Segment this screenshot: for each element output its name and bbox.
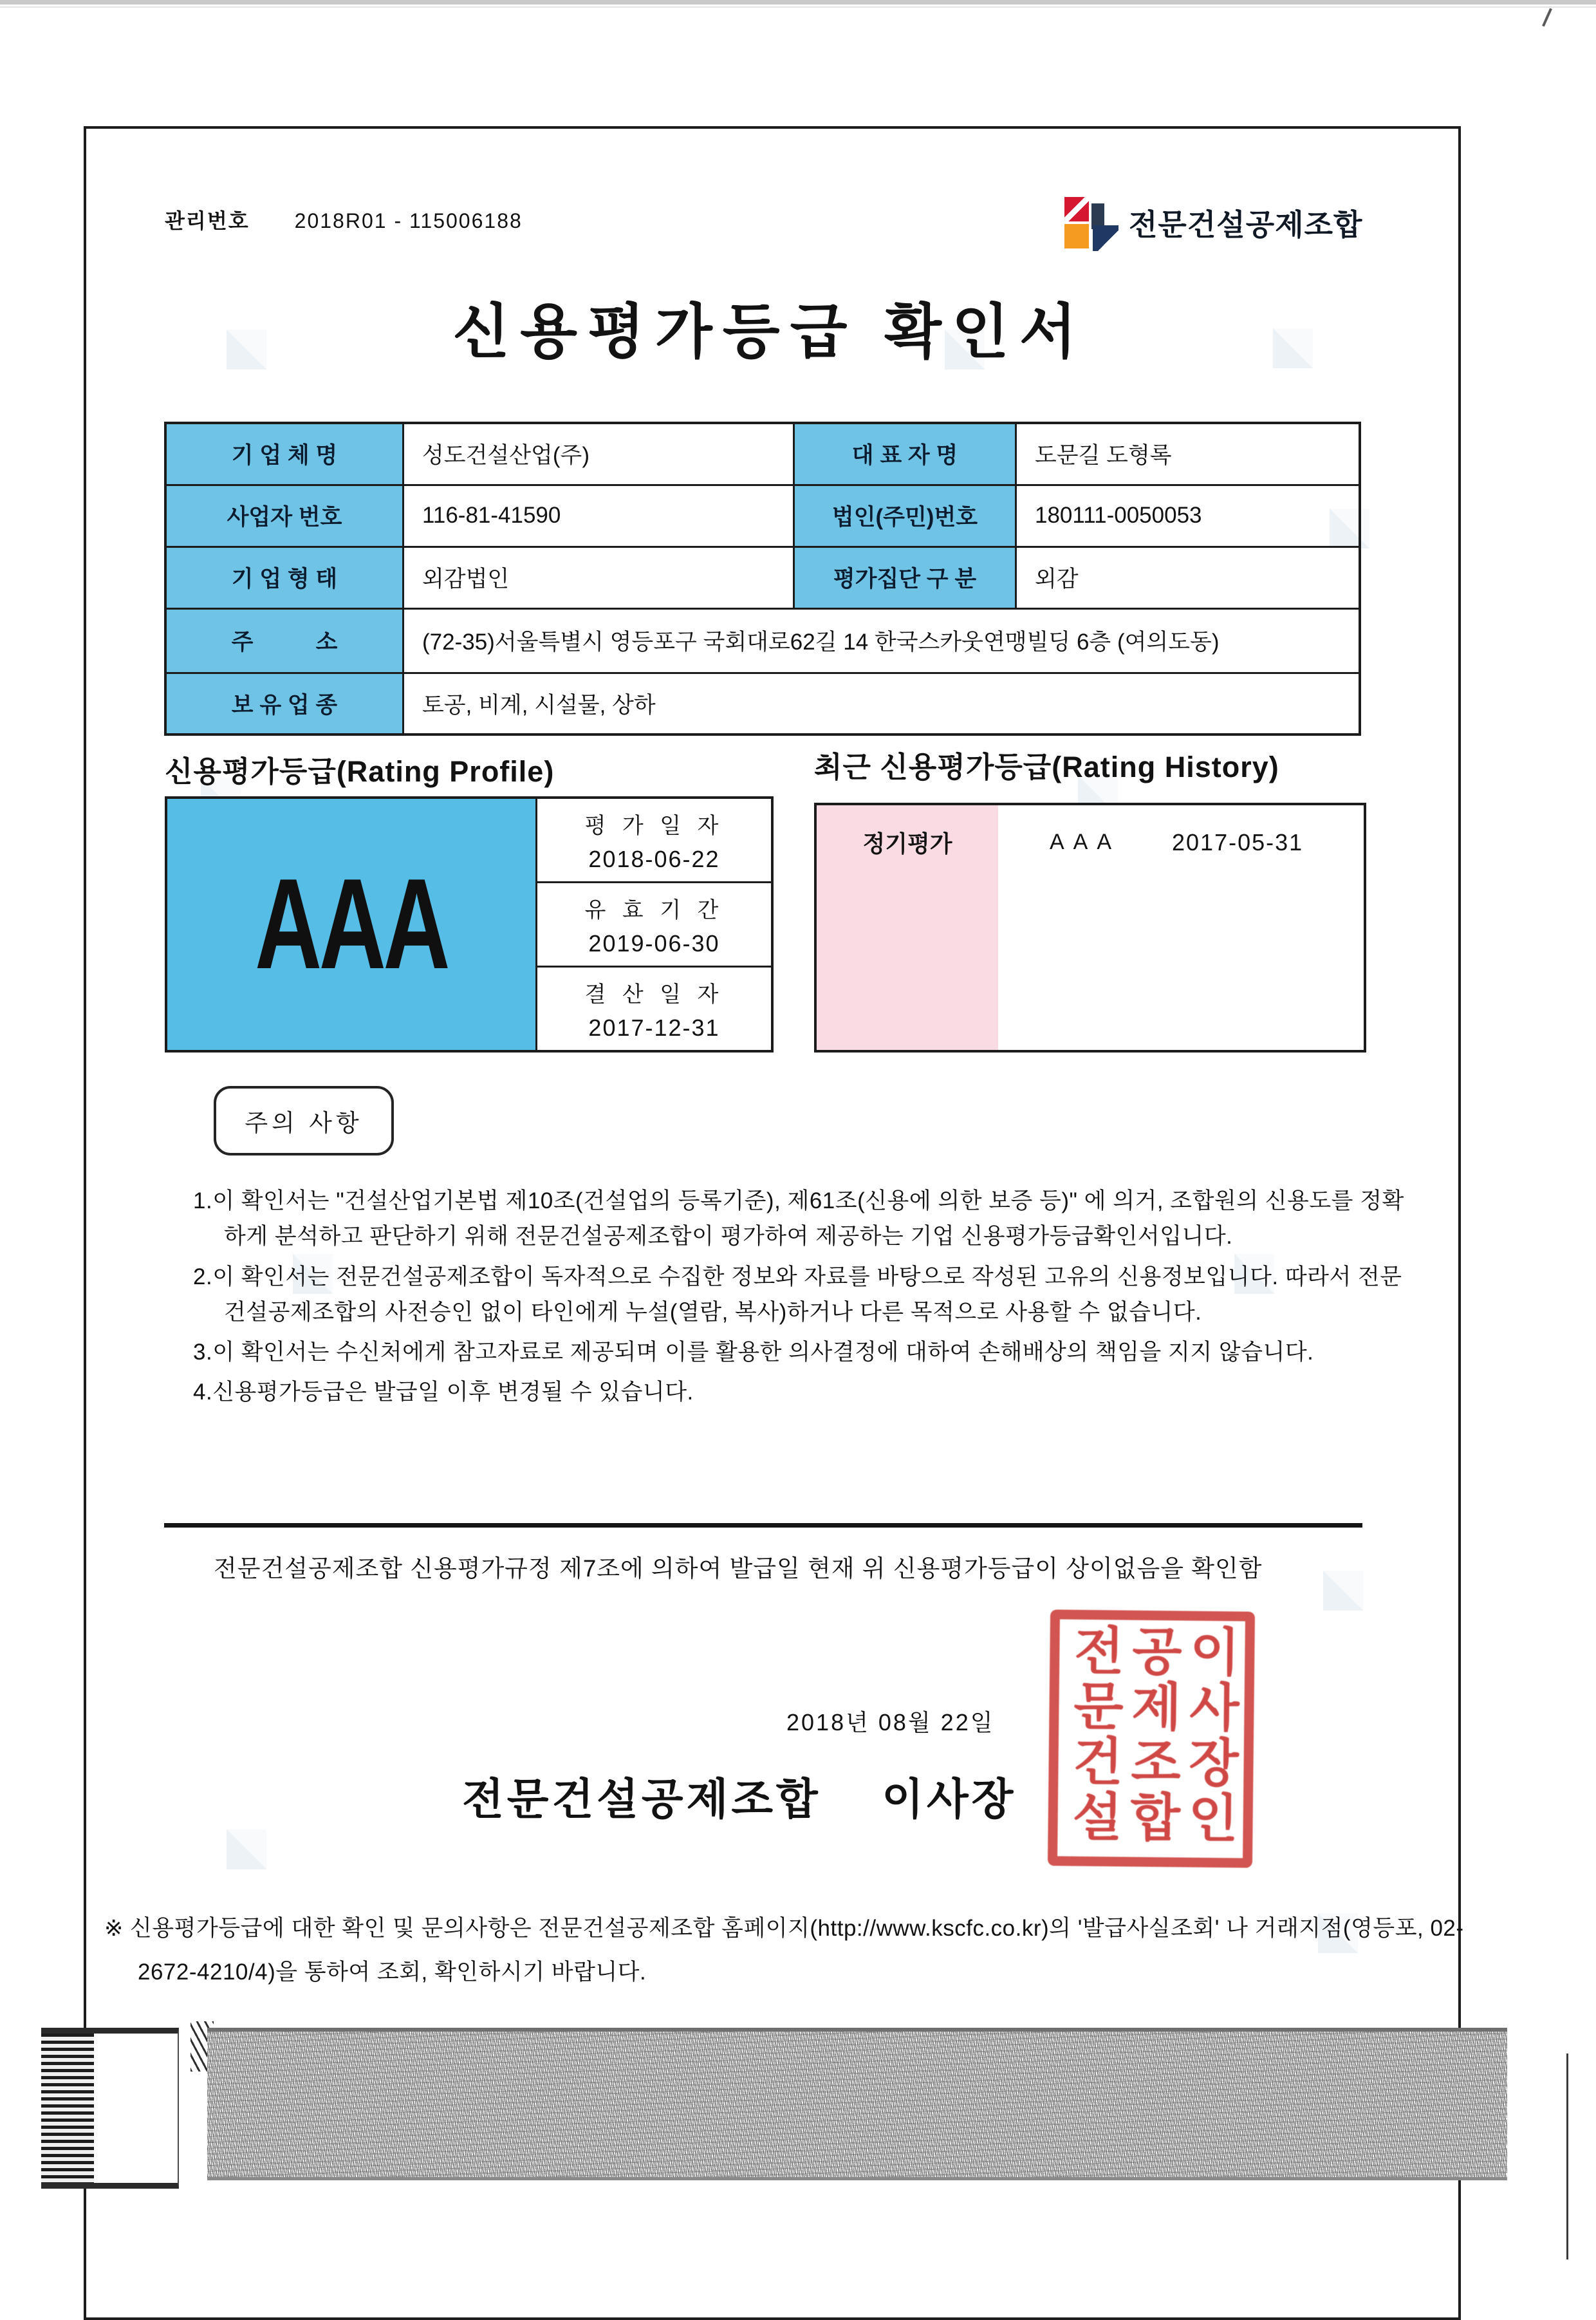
rating-dates-column — [537, 799, 771, 1050]
validity-period-cell — [537, 881, 771, 966]
representative-label: 대 표 자 명 — [794, 423, 1016, 485]
seal-text-column: 전문건설 — [1064, 1623, 1124, 1846]
history-entry-type: 정기평가 — [862, 830, 952, 857]
management-number-label: 관리번호 — [165, 209, 250, 232]
footnote-inquiry-text: ※ 신용평가등급에 대한 확인 및 문의사항은 전문건설공제조합 홈페이지(http://www.kscfc.co.kr)의 '발급사실조회' 나 거래지점(영등포, 02-2672-4210/4)을 통하여 조회, 확인하시기 바랍니다. — [104, 1916, 1464, 1985]
rating-history-heading: 최근 신용평가등급(Rating History) — [814, 751, 1279, 783]
history-entry-grade: AAA — [1049, 830, 1121, 854]
seal-text-column: 이사장인 — [1180, 1624, 1239, 1847]
scan-edge-artifact — [0, 6, 1596, 8]
company-name-value: 성도건설산업(주) — [404, 423, 794, 485]
barcode-strip — [41, 2034, 94, 2183]
settlement-date-cell — [537, 966, 771, 1050]
address-value: (72-35)서울특별시 영등포구 국회대로62길 14 한국스카웃연맹빌딩 6층 (여의도동) — [404, 608, 1360, 673]
section-divider-line — [164, 1523, 1362, 1528]
table-row — [165, 423, 1360, 485]
history-entry-row — [817, 826, 1364, 859]
pen-mark — [1542, 8, 1552, 26]
issue-date: 2018년 08월 22일 — [786, 1709, 995, 1735]
validity-period-label: 유 효 기 간 — [584, 897, 724, 922]
rating-date-label: 평 가 일 자 — [584, 813, 724, 838]
corporate-number-value: 180111-0050053 — [1016, 485, 1360, 547]
credit-grade: AAA — [255, 852, 448, 996]
seal-text-column: 공제조합 — [1122, 1623, 1182, 1846]
kscfc-logo-icon — [1063, 194, 1120, 251]
rating-profile-heading: 신용평가등급(Rating Profile) — [165, 755, 555, 788]
organization-logo — [1063, 193, 1363, 252]
rating-date-value: 2018-06-22 — [588, 845, 720, 872]
company-name-label: 기 업 체 명 — [165, 423, 404, 485]
rating-profile-box — [165, 796, 774, 1052]
barcode-quiet-zone — [94, 2034, 178, 2183]
settlement-date-value: 2017-12-31 — [588, 1014, 720, 1041]
cautions-list — [193, 1183, 1411, 1415]
company-type-value: 외감법인 — [404, 547, 794, 608]
rating-date-cell — [537, 799, 771, 881]
licensed-trades-value: 토공, 비계, 시설물, 상하 — [404, 673, 1360, 734]
caution-item-2: 2.이 확인서는 전문건설공제조합이 독자적으로 수집한 정보와 자료를 바탕으로 작성된 고유의 신용정보입니다. 따라서 전문건설공제조합의 사전승인 없이 타인에게 누설(열람, 복사)하거나 다른 목적으로 사용할 수 없습니다. — [193, 1264, 1402, 1325]
scan-edge-artifact — [1566, 2053, 1568, 2259]
security-pattern-strip — [207, 2028, 1507, 2180]
credit-grade-cell — [167, 799, 537, 1050]
representative-value: 도문길 도형록 — [1016, 423, 1360, 485]
scan-edge-artifact — [0, 0, 1596, 5]
issuer-signature-line: 전문건설공제조합 이사장 — [462, 1775, 1017, 1824]
organization-logo-text: 전문건설공제조합 — [1129, 208, 1363, 241]
company-type-label: 기 업 형 태 — [165, 547, 404, 608]
rating-history-box — [814, 803, 1366, 1052]
company-info-table — [164, 422, 1361, 736]
management-number-value: 2018R01 - 115006188 — [294, 209, 523, 232]
business-number-value: 116-81-41590 — [404, 485, 794, 547]
validity-period-value: 2019-06-30 — [588, 930, 720, 957]
history-entry-date: 2017-05-31 — [1172, 828, 1304, 856]
rating-group-label: 평가집단 구 분 — [794, 547, 1016, 608]
address-label: 주 소 — [165, 608, 404, 673]
page-title: 신용평가등급 확인서 — [452, 299, 1087, 365]
rating-group-value: 외감 — [1016, 547, 1360, 608]
table-row — [165, 485, 1360, 547]
caution-item-3: 3.이 확인서는 수신처에게 참고자료로 제공되며 이를 활용한 의사결정에 대하여 손해배상의 책임을 지지 않습니다. — [193, 1340, 1314, 1365]
management-number-line — [165, 205, 523, 234]
barcode-box — [41, 2028, 179, 2189]
table-row — [165, 547, 1360, 608]
caution-item-4: 4.신용평가등급은 발급일 이후 변경될 수 있습니다. — [193, 1380, 694, 1405]
cautions-heading: 주의 사항 — [245, 1110, 363, 1136]
corporate-number-label: 법인(주민)번호 — [794, 485, 1016, 547]
corporate-seal-stamp — [1048, 1609, 1255, 1867]
business-number-label: 사업자 번호 — [165, 485, 404, 547]
settlement-date-label: 결 산 일 자 — [584, 982, 724, 1007]
table-row — [165, 608, 1360, 673]
cautions-heading-box — [214, 1086, 394, 1155]
table-row — [165, 673, 1360, 734]
caution-item-1: 1.이 확인서는 "건설산업기본법 제10조(건설업의 등록기준), 제61조(신용에 의한 보증 등)" 에 의거, 조합원의 신용도를 정확하게 분석하고 판단하기 위해 전문건설공제조합이 평가하여 제공하는 기업 신용평가등급확인서입니다. — [193, 1188, 1404, 1249]
licensed-trades-label: 보 유 업 종 — [165, 673, 404, 734]
confirmation-statement: 전문건설공제조합 신용평가규정 제7조에 의하여 발급일 현재 위 신용평가등급이 상이없음을 확인함 — [214, 1555, 1263, 1582]
